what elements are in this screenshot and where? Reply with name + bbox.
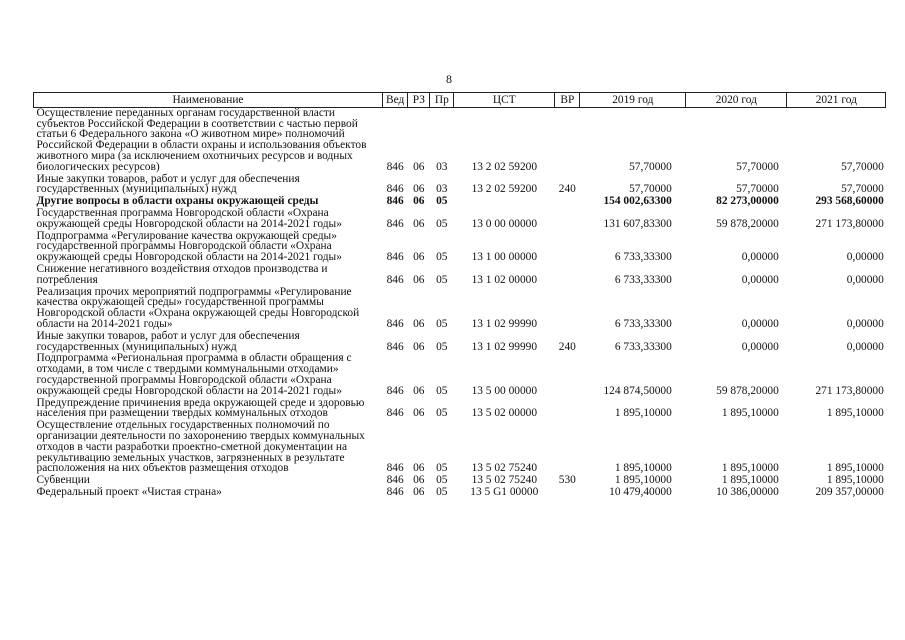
row-value-2020: 82 273,00000 [716, 195, 779, 208]
table-row [34, 353, 886, 397]
row-pr: 05 [436, 474, 448, 487]
row-value-2021: 209 357,00000 [815, 485, 884, 498]
row-value-2021: 57,70000 [841, 160, 884, 173]
row-value-2021: 57,70000 [841, 183, 884, 196]
row-name: Реализация прочих мероприятий подпрограммы «Регулирование качества окружающей среды» государственной программы Новгородской области «Охрана окружающей среды Новгородской области на 2014-2021 годы» [36, 285, 360, 330]
row-vr [555, 196, 580, 208]
row-rz: 06 [413, 183, 425, 196]
row-cst: 13 0 00 00000 [471, 217, 538, 230]
row-pr: 05 [436, 462, 448, 475]
row-ved: 846 [386, 485, 404, 498]
table-row [34, 420, 886, 475]
row-pr: 05 [436, 340, 448, 353]
row-pr: 05 [436, 485, 448, 498]
row-value-2020: 0,00000 [741, 273, 779, 286]
header-cst: ЦСТ [454, 93, 555, 108]
row-ved: 846 [386, 217, 404, 230]
row-ved: 846 [386, 195, 404, 208]
row-ved: 846 [386, 474, 404, 487]
row-value-2021: 0,00000 [846, 317, 884, 330]
row-pr: 03 [436, 183, 448, 196]
row-value-2019: 6 733,33300 [614, 273, 672, 286]
row-name: Иные закупки товаров, работ и услуг для обеспечения государственных (муниципальных) нужд [36, 329, 300, 353]
row-cst: 13 2 02 59200 [471, 183, 538, 196]
row-pr: 05 [436, 273, 448, 286]
row-value-2020: 59 878,20000 [716, 217, 779, 230]
row-name: Подпрограмма «Регулирование качества окружающей среды» государственной программы Новгородской области «Охрана окружающей среды Новгородской области на 2014-2021 годы» [36, 229, 342, 264]
row-ved: 846 [386, 273, 404, 286]
row-rz: 06 [413, 160, 425, 173]
row-rz: 06 [413, 474, 425, 487]
row-name: Предупреждение причинения вреда окружающей среде и здоровью населения при размещении твердых коммунальных отходов [36, 396, 365, 420]
row-value-2019: 57,70000 [629, 160, 672, 173]
row-cst: 13 5 02 75240 [471, 462, 538, 475]
row-value-2019: 154 002,63300 [603, 195, 672, 208]
row-value-2020: 1 895,10000 [721, 407, 779, 420]
budget-table [33, 92, 886, 499]
row-ved: 846 [386, 160, 404, 173]
row-value-2019: 1 895,10000 [614, 407, 672, 420]
row-name: Подпрограмма «Региональная программа в области обращения с отходами, в том числе с твердыми коммунальными отходами» государственной программы Новгородской области «Охрана окружающей среды Новгородской области на 2014-2021 годы» [36, 352, 352, 397]
row-rz: 06 [413, 340, 425, 353]
row-ved: 846 [386, 183, 404, 196]
row-value-2021: 1 895,10000 [826, 462, 884, 475]
row-rz: 06 [413, 462, 425, 475]
row-value-2020: 1 895,10000 [721, 462, 779, 475]
row-value-2019: 1 895,10000 [614, 474, 672, 487]
table-row [34, 398, 886, 421]
header-row [34, 93, 886, 108]
row-value-2019: 124 874,50000 [603, 384, 672, 397]
row-rz: 06 [413, 273, 425, 286]
row-value-2020: 57,70000 [736, 183, 779, 196]
row-pr: 05 [436, 407, 448, 420]
row-vr [555, 264, 580, 287]
row-vr: 240 [558, 340, 576, 353]
row-value-2020: 59 878,20000 [716, 384, 779, 397]
row-rz: 06 [413, 317, 425, 330]
row-vr [555, 353, 580, 397]
row-vr [555, 107, 580, 173]
row-value-2021: 0,00000 [846, 340, 884, 353]
row-rz: 06 [413, 251, 425, 264]
row-pr: 05 [436, 384, 448, 397]
row-rz: 06 [413, 485, 425, 498]
row-vr: 240 [558, 183, 576, 196]
table-row [34, 331, 886, 354]
row-value-2020: 0,00000 [741, 340, 779, 353]
page-number: 8 [446, 72, 452, 86]
row-name: Осуществление отдельных государственных полномочий по организации деятельности по захоронению твердых коммунальных отходов в части разработки проектно-сметной документации на рекультивацию земельных участков, загрязненных в результате расположения на них объектов размещения отходов [36, 419, 365, 475]
row-ved: 846 [386, 384, 404, 397]
row-ved: 846 [386, 407, 404, 420]
row-value-2021: 1 895,10000 [826, 407, 884, 420]
row-cst: 13 5 02 75240 [471, 474, 538, 487]
row-cst: 13 1 02 99990 [471, 317, 538, 330]
row-pr: 05 [436, 317, 448, 330]
table-row [34, 487, 886, 499]
header-rz: РЗ [408, 93, 430, 108]
header-ved: Вед [383, 93, 408, 108]
row-pr: 05 [436, 251, 448, 264]
row-name: Государственная программа Новгородской области «Охрана окружающей среды Новгородской области на 2014-2021 годы» [36, 206, 342, 230]
row-rz: 06 [413, 217, 425, 230]
row-cst: 13 1 02 99990 [471, 340, 538, 353]
row-value-2019: 1 895,10000 [614, 462, 672, 475]
table-row [34, 264, 886, 287]
row-cst: 13 1 02 00000 [471, 273, 538, 286]
row-value-2021: 293 568,60000 [815, 195, 884, 208]
row-name: Федеральный проект «Чистая страна» [36, 485, 222, 498]
row-value-2021: 271 173,80000 [815, 217, 884, 230]
row-name: Снижение негативного воздействия отходов производства и потребления [36, 262, 328, 286]
row-rz: 06 [413, 195, 425, 208]
row-name: Другие вопросы в области охраны окружающей среды [36, 195, 319, 208]
row-rz: 06 [413, 407, 425, 420]
row-ved: 846 [386, 317, 404, 330]
row-cst: 13 5 00 00000 [471, 384, 538, 397]
table-body [34, 107, 886, 498]
row-pr: 05 [436, 217, 448, 230]
row-vr [555, 420, 580, 475]
row-ved: 846 [386, 340, 404, 353]
header-2019: 2019 год [580, 93, 686, 108]
row-rz: 06 [413, 384, 425, 397]
row-value-2020: 0,00000 [741, 317, 779, 330]
row-name: Субвенции [36, 474, 90, 487]
row-vr [555, 487, 580, 499]
row-value-2020: 1 895,10000 [721, 474, 779, 487]
row-value-2019: 10 479,40000 [609, 485, 672, 498]
row-cst: 13 5 02 00000 [471, 407, 538, 420]
table-row [34, 208, 886, 231]
header-2021: 2021 год [787, 93, 886, 108]
row-value-2019: 57,70000 [629, 183, 672, 196]
row-cst: 13 2 02 59200 [471, 160, 538, 173]
row-value-2019: 6 733,33300 [614, 317, 672, 330]
row-pr: 03 [436, 160, 448, 173]
row-value-2019: 131 607,83300 [603, 217, 672, 230]
row-value-2021: 0,00000 [846, 273, 884, 286]
row-name: Иные закупки товаров, работ и услуг для обеспечения государственных (муниципальных) нужд [36, 172, 300, 196]
header-2020: 2020 год [686, 93, 787, 108]
row-value-2021: 1 895,10000 [826, 474, 884, 487]
row-ved: 846 [386, 462, 404, 475]
table-row [34, 107, 886, 173]
row-value-2021: 0,00000 [846, 251, 884, 264]
row-value-2020: 57,70000 [736, 160, 779, 173]
row-pr: 05 [436, 195, 448, 208]
row-vr: 530 [558, 474, 576, 487]
header-vr: ВР [555, 93, 580, 108]
row-vr [555, 398, 580, 421]
table-row [34, 287, 886, 331]
row-vr [555, 287, 580, 331]
table-row [34, 174, 886, 197]
row-value-2019: 6 733,33300 [614, 340, 672, 353]
row-cst: 13 5 G1 00000 [470, 485, 539, 498]
row-value-2019: 6 733,33300 [614, 251, 672, 264]
row-cst [454, 196, 555, 208]
header-pr: Пр [430, 93, 454, 108]
row-vr [555, 208, 580, 231]
header-name: Наименование [34, 93, 383, 108]
row-cst: 13 1 00 00000 [471, 251, 538, 264]
row-value-2020: 10 386,00000 [716, 485, 779, 498]
table-row [34, 231, 886, 264]
row-vr [555, 231, 580, 264]
row-value-2020: 0,00000 [741, 251, 779, 264]
row-name: Осуществление переданных органам государственной власти субъектов Российской Федерации в соответствии с частью первой статьи 6 Федерального закона «О животном мире» полномочий Российской Федерации в области охраны и использования объектов животного мира (за исключением охотничьих ресурсов и водных биологических ресурсов) [36, 106, 367, 173]
row-ved: 846 [386, 251, 404, 264]
row-value-2021: 271 173,80000 [815, 384, 884, 397]
